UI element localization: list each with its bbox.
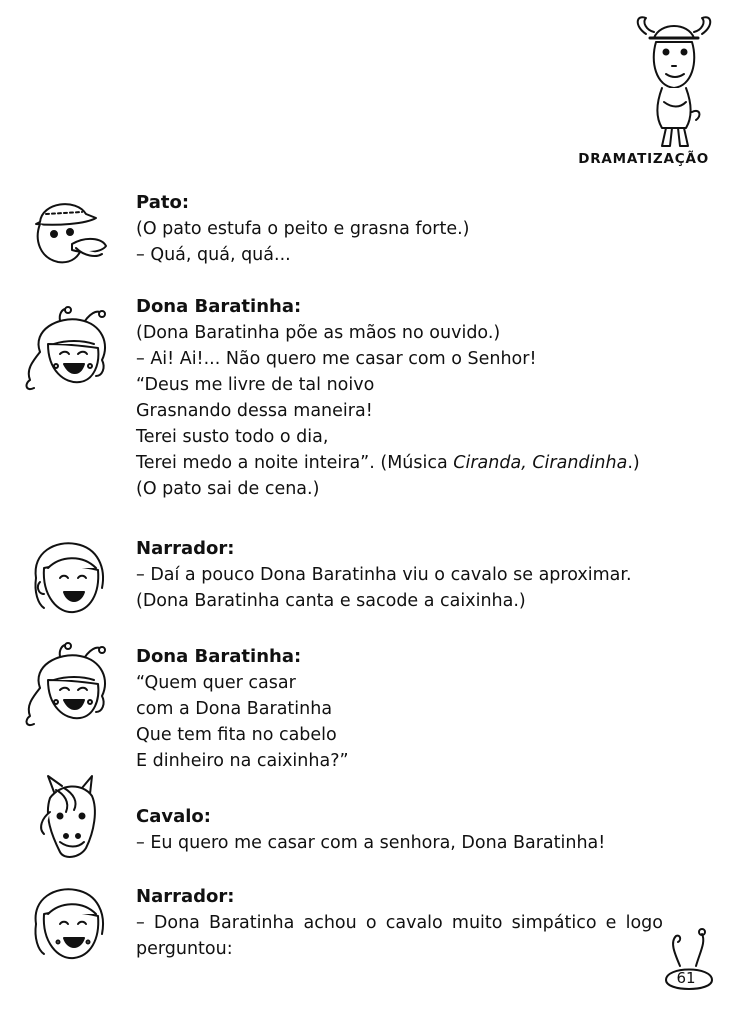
goat-illustration bbox=[632, 12, 716, 152]
section-title: DRAMATIZAÇÃO bbox=[578, 151, 709, 167]
speaker-name: Narrador: bbox=[136, 886, 235, 907]
dialogue-block bbox=[136, 536, 666, 614]
speaker-name: Dona Baratinha: bbox=[136, 296, 302, 317]
dialogue-line: Que tem fita no cabelo bbox=[136, 725, 337, 745]
dialogue-line: – Daí a pouco Dona Baratinha viu o cavalo se aproximar. bbox=[136, 565, 632, 585]
dialogue-line: – Quá, quá, quá... bbox=[136, 245, 291, 265]
speaker-name: Cavalo: bbox=[136, 806, 211, 827]
narrator-portrait-icon bbox=[26, 884, 110, 964]
dialogue-block bbox=[136, 804, 666, 856]
narrator-portrait-icon bbox=[26, 538, 110, 618]
music-line-prefix: Terei medo a noite inteira”. (Música bbox=[136, 453, 454, 473]
dialogue-paragraph: – Dona Baratinha achou o cavalo muito simpático e logo perguntou: bbox=[136, 913, 663, 959]
dialogue-line: (O pato estufa o peito e grasna forte.) bbox=[136, 219, 470, 239]
dialogue-line: Terei susto todo o dia, bbox=[136, 427, 329, 447]
dialogue-line: “Deus me livre de tal noivo bbox=[136, 375, 375, 395]
song-title: Ciranda, Cirandinha bbox=[453, 453, 628, 473]
page-number: 61 bbox=[676, 969, 696, 987]
horse-portrait-icon bbox=[30, 772, 110, 864]
speaker-name: Dona Baratinha: bbox=[136, 646, 302, 667]
dialogue-block bbox=[136, 294, 666, 502]
dialogue-line: “Quem quer casar bbox=[136, 673, 296, 693]
dialogue-line: (Dona Baratinha canta e sacode a caixinha.) bbox=[136, 591, 526, 611]
music-line bbox=[136, 450, 666, 476]
speaker-name: Pato: bbox=[136, 192, 190, 213]
dialogue-line: Grasnando dessa maneira! bbox=[136, 401, 373, 421]
baratinha-portrait-icon bbox=[18, 304, 118, 394]
dialogue-block bbox=[136, 644, 666, 774]
dialogue-line: E dinheiro na caixinha?” bbox=[136, 751, 349, 771]
dialogue-line: (Dona Baratinha põe as mãos no ouvido.) bbox=[136, 323, 501, 343]
dialogue-line: – Eu quero me casar com a senhora, Dona Baratinha! bbox=[136, 833, 606, 853]
music-line-suffix: .) bbox=[627, 453, 640, 473]
speaker-name: Narrador: bbox=[136, 538, 235, 559]
dialogue-line: – Ai! Ai!... Não quero me casar com o Senhor! bbox=[136, 349, 537, 369]
dialogue-block bbox=[136, 190, 666, 268]
dialogue-line: com a Dona Baratinha bbox=[136, 699, 333, 719]
dialogue-line: (O pato sai de cena.) bbox=[136, 479, 320, 499]
duck-portrait-icon bbox=[26, 196, 110, 272]
baratinha-portrait-icon bbox=[18, 640, 118, 730]
dialogue-block bbox=[136, 884, 666, 962]
